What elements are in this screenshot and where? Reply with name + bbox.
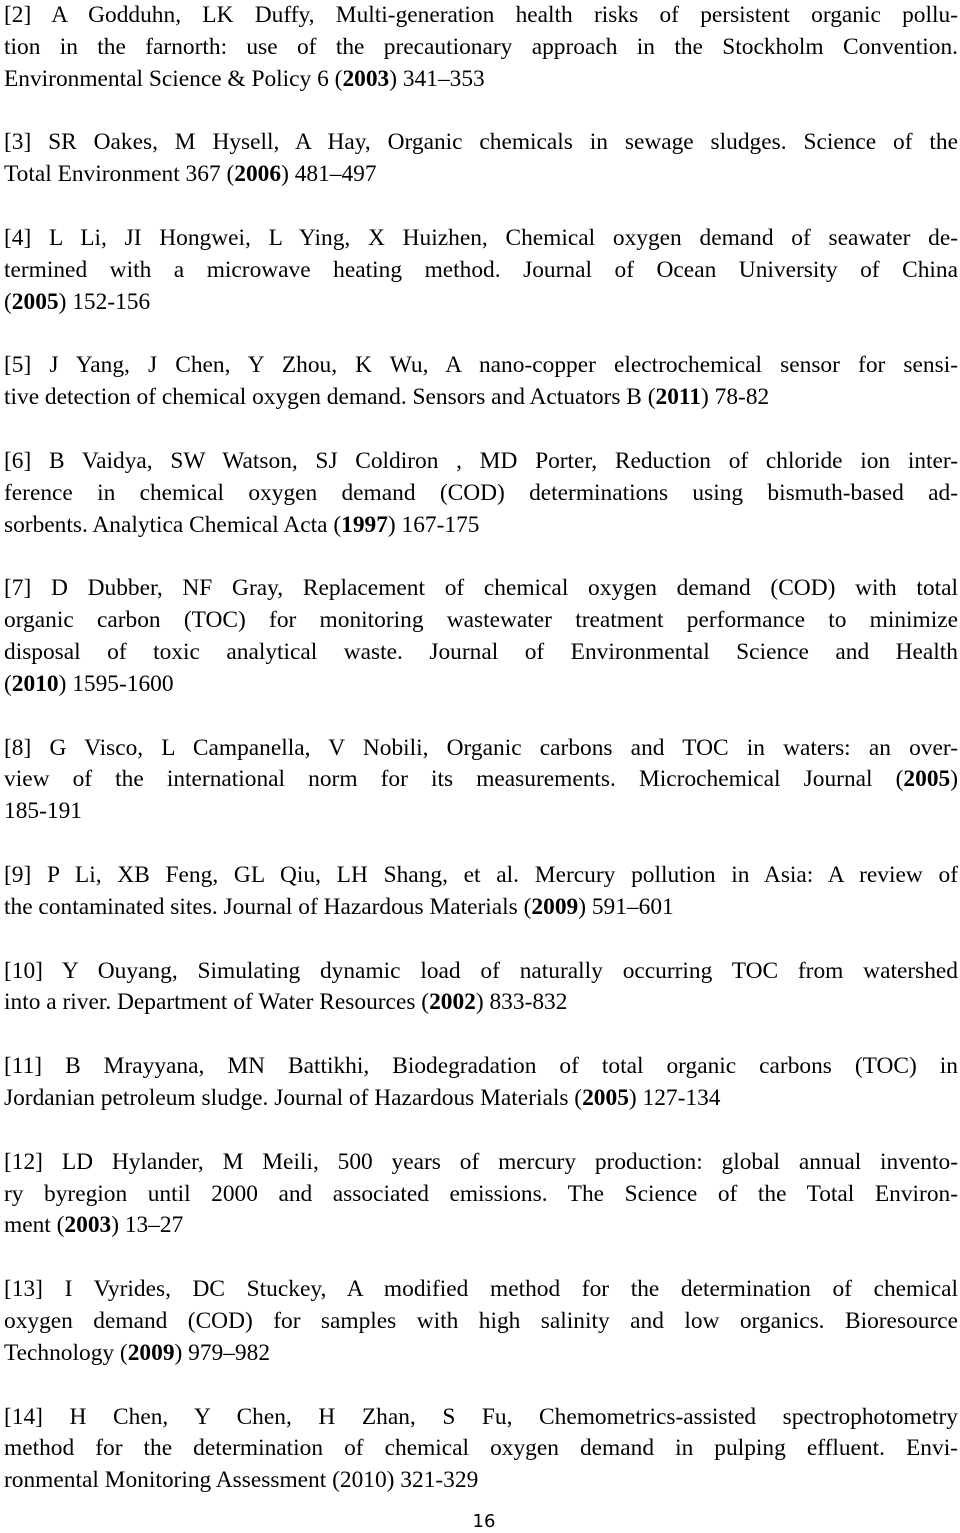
reference-entry	[4, 1147, 958, 1242]
reference-entry	[4, 733, 958, 828]
reference-line: [12] LD Hylander, M Meili, 500 years of mercury production: global annual invento-	[4, 1148, 958, 1175]
reference-line: method for the determination of chemical oxygen demand in pulping effluent. Envi-	[4, 1435, 958, 1462]
reference-line: tive detection of chemical oxygen demand. Sensors and Actuators B (2011) 78-82	[4, 384, 770, 411]
reference-line: ronmental Monitoring Assessment (2010) 321-329	[4, 1467, 479, 1494]
reference-entry	[4, 1402, 958, 1497]
reference-line: [10] Y Ouyang, Simulating dynamic load of naturally occurring TOC from watershed	[4, 957, 958, 984]
reference-entry	[4, 956, 958, 1020]
reference-line: the contaminated sites. Journal of Hazardous Materials (2009) 591–601	[4, 893, 674, 920]
reference-line: (2005) 152-156	[4, 288, 151, 315]
reference-line: Jordanian petroleum sludge. Journal of Hazardous Materials (2005) 127-134	[4, 1084, 721, 1111]
publication-year: 2005	[582, 1084, 629, 1111]
reference-line: organic carbon (TOC) for monitoring wastewater treatment performance to minimize	[4, 607, 958, 634]
publication-year: 2009	[531, 893, 579, 920]
publication-year: 2005	[903, 766, 951, 793]
reference-line: view of the international norm for its measurements. Microchemical Journal (2005)	[4, 766, 958, 793]
reference-line: [5] J Yang, J Chen, Y Zhou, K Wu, A nano-copper electrochemical sensor for sensi-	[4, 352, 958, 379]
reference-line: [13] I Vyrides, DC Stuckey, A modified method for the determination of chemical	[4, 1276, 958, 1303]
reference-line: tion in the farnorth: use of the precautionary approach in the Stockholm Convention.	[4, 33, 958, 60]
reference-entry	[4, 223, 958, 318]
reference-line: disposal of toxic analytical waste. Journal of Environmental Science and Health	[4, 638, 958, 665]
reference-line: termined with a microwave heating method. Journal of Ocean University of China	[4, 256, 958, 283]
reference-line: [7] D Dubber, NF Gray, Replacement of chemical oxygen demand (COD) with total	[4, 575, 958, 602]
reference-line: [2] A Godduhn, LK Duffy, Multi-generation health risks of persistent organic pollu-	[4, 2, 958, 28]
reference-line: [6] B Vaidya, SW Watson, SJ Coldiron , MD Porter, Reduction of chloride ion inter-	[4, 447, 958, 474]
reference-entry	[4, 446, 958, 541]
publication-year: 2005	[11, 288, 59, 315]
reference-line: Technology (2009) 979–982	[4, 1339, 271, 1366]
reference-line: Total Environment 367 (2006) 481–497	[4, 161, 377, 188]
reference-entry	[4, 860, 958, 924]
publication-year: 2006	[234, 161, 282, 188]
reference-line: sorbents. Analytica Chemical Acta (1997) 167-175	[4, 511, 480, 538]
reference-line: [8] G Visco, L Campanella, V Nobili, Organic carbons and TOC in waters: an over-	[4, 734, 958, 761]
reference-entry	[4, 127, 958, 191]
publication-year: 2010	[11, 670, 59, 697]
reference-line: [11] B Mrayyana, MN Battikhi, Biodegradation of total organic carbons (TOC) in	[4, 1053, 958, 1080]
reference-line: 185-191	[4, 798, 82, 825]
publication-year: 2003	[342, 65, 390, 92]
reference-line: [9] P Li, XB Feng, GL Qiu, LH Shang, et al. Mercury pollution in Asia: A review of	[4, 861, 958, 888]
reference-line: oxygen demand (COD) for samples with high salinity and low organics. Bioresource	[4, 1307, 958, 1334]
reference-line: ment (2003) 13–27	[4, 1212, 184, 1239]
reference-entry	[4, 0, 958, 95]
reference-line: (2010) 1595-1600	[4, 670, 174, 697]
reference-line: [14] H Chen, Y Chen, H Zhan, S Fu, Chemometrics-assisted spectrophotometry	[4, 1403, 958, 1430]
reference-entry	[4, 573, 958, 700]
reference-list	[4, 0, 958, 1529]
reference-line: ference in chemical oxygen demand (COD) determinations using bismuth-based ad-	[4, 479, 958, 506]
reference-line: [4] L Li, JI Hongwei, L Ying, X Huizhen, Chemical oxygen demand of seawater de-	[4, 224, 958, 251]
reference-line: Environmental Science & Policy 6 (2003) 341–353	[4, 65, 485, 92]
publication-year: 2011	[655, 384, 702, 411]
reference-line: into a river. Department of Water Resources (2002) 833-832	[4, 989, 568, 1016]
publication-year: 2002	[429, 989, 476, 1016]
reference-entry	[4, 1274, 958, 1369]
reference-entry	[4, 1051, 958, 1115]
publication-year: 1997	[341, 511, 388, 538]
reference-line: ry byregion until 2000 and associated emissions. The Science of the Total Environ-	[4, 1180, 958, 1207]
reference-entry	[4, 350, 958, 414]
page-number: 16	[472, 1511, 496, 1532]
publication-year: 2009	[127, 1339, 175, 1366]
reference-line: [3] SR Oakes, M Hysell, A Hay, Organic chemicals in sewage sludges. Science of the	[4, 129, 958, 156]
publication-year: 2003	[64, 1212, 112, 1239]
